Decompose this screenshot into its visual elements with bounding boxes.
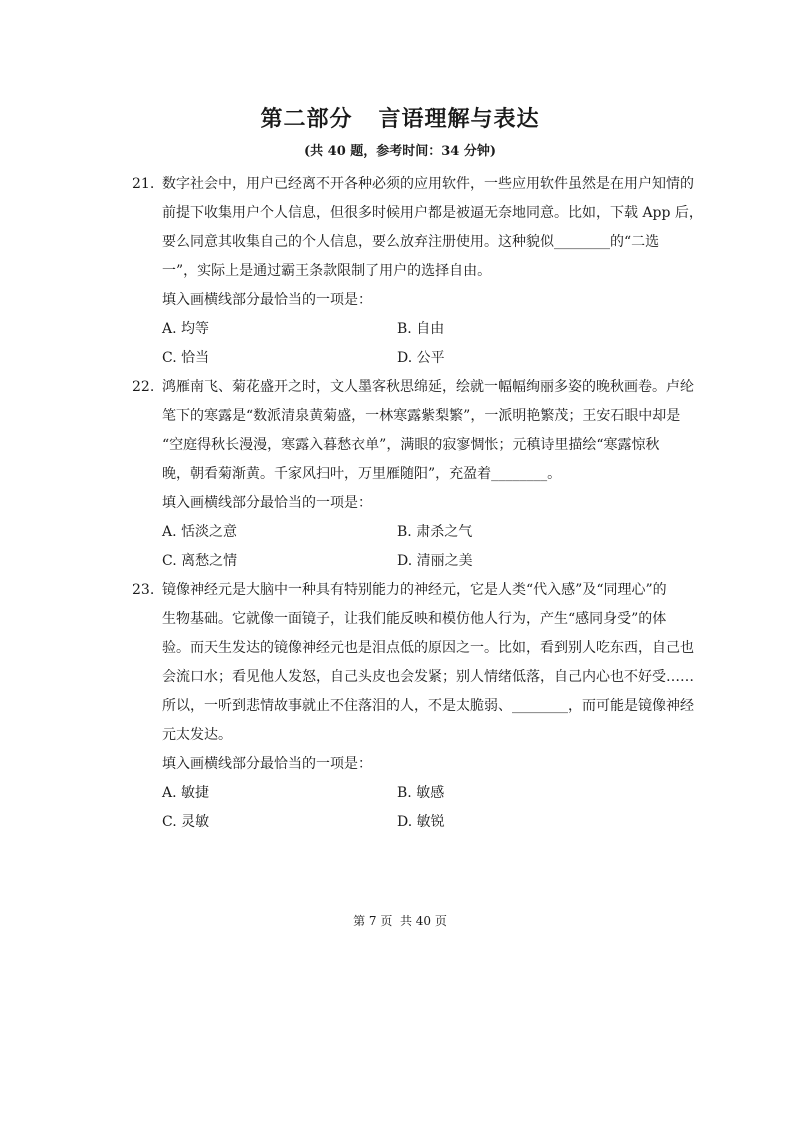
option-a: A. 恬淡之意 xyxy=(162,524,238,540)
question-text: 元太发达。 xyxy=(162,727,232,743)
question-text: 生物基础。它就像一面镜子，让我们能反映和模仿他人行为，产生“感同身受”的体 xyxy=(162,611,667,627)
option-c: C. 灵敏 xyxy=(162,814,210,830)
question-22 xyxy=(132,373,692,576)
question-text: 数字社会中，用户已经离不开各种必须的应用软件，一些应用软件虽然是在用户知情的 xyxy=(162,176,694,192)
option-b: B. 敏感 xyxy=(397,785,445,801)
question-instruction: 填入画横线部分最恰当的一项是： xyxy=(162,495,372,511)
question-text: 前提下收集用户个人信息，但很多时候用户都是被逼无奈地同意。比如，下载 App 后， xyxy=(162,205,703,221)
option-row xyxy=(132,315,692,344)
option-row xyxy=(132,547,692,576)
question-21 xyxy=(132,170,703,373)
option-c: C. 恰当 xyxy=(162,350,210,366)
option-row xyxy=(132,518,692,547)
question-instruction: 填入画横线部分最恰当的一项是： xyxy=(162,292,372,308)
question-text: 鸿雁南飞、菊花盛开之时，文人墨客秋思绵延，绘就一幅幅绚丽多姿的晚秋画卷。卢纶 xyxy=(162,379,694,395)
question-text: 验。而天生发达的镜像神经元也是泪点低的原因之一。比如，看到别人吃东西，自己也 xyxy=(162,640,694,656)
option-b: B. 自由 xyxy=(397,321,445,337)
question-number: 21. xyxy=(132,176,155,192)
question-text: 要么同意其收集自己的个人信息，要么放弃注册使用。这种貌似________的“二选 xyxy=(162,234,660,250)
option-a: A. 敏捷 xyxy=(162,785,210,801)
option-row xyxy=(132,344,692,373)
option-row xyxy=(132,808,692,837)
question-text: 一”，实际上是通过霸王条款限制了用户的选择自由。 xyxy=(162,263,492,279)
option-d: D. 敏锐 xyxy=(397,814,445,830)
question-text: “空庭得秋长漫漫，寒露入暮愁衣单”，满眼的寂寥惆怅；元稹诗里描绘“寒露惊秋 xyxy=(162,437,660,453)
question-line xyxy=(132,576,692,605)
question-number: 22. xyxy=(132,379,155,395)
page-number: 第 7 页 共 40 页 xyxy=(353,914,447,928)
question-text: 会流口水；看见他人发怒，自己头皮也会发紧；别人情绪低落，自己内心也不好受…… xyxy=(162,669,694,685)
question-line xyxy=(132,170,692,199)
option-d: D. 清丽之美 xyxy=(397,553,473,569)
section-title: 第二部分 言语理解与表达 xyxy=(260,107,540,132)
option-b: B. 肃杀之气 xyxy=(397,524,473,540)
question-instruction: 填入画横线部分最恰当的一项是： xyxy=(162,756,372,772)
question-text: 晚，朝看菊渐黄。千家风扫叶，万里雁随阳”，充盈着________。 xyxy=(162,466,562,482)
option-c: C. 离愁之情 xyxy=(162,553,238,569)
option-row xyxy=(132,779,692,808)
question-number: 23. xyxy=(132,582,155,598)
option-d: D. 公平 xyxy=(397,350,445,366)
option-a: A. 均等 xyxy=(162,321,210,337)
question-text: 所以，一听到悲情故事就止不住落泪的人，不是太脆弱、________，而可能是镜像神经 xyxy=(162,698,694,714)
question-23 xyxy=(132,576,692,837)
question-line xyxy=(132,373,692,402)
question-text: 镜像神经元是大脑中一种具有特别能力的神经元，它是人类“代入感”及“同理心”的 xyxy=(162,582,667,598)
question-text: 笔下的寒露是“数派清泉黄菊盛，一林寒露紫梨繁”，一派明艳繁茂；王安石眼中却是 xyxy=(162,408,681,424)
section-subtitle: (共 40 题，参考时间：34 分钟) xyxy=(303,144,497,159)
